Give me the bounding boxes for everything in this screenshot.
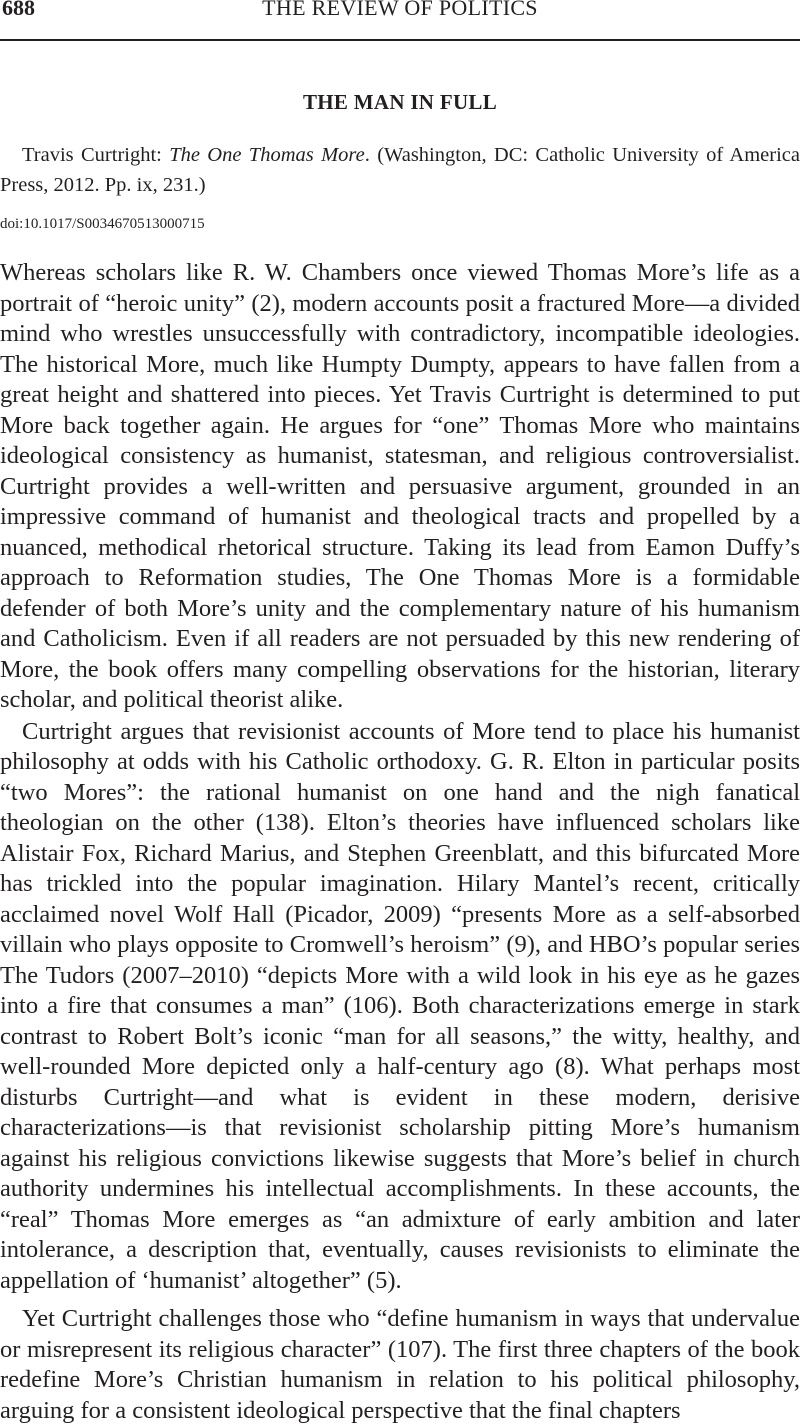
citation-book-title: The One Thomas More xyxy=(169,144,365,166)
paragraph-2 xyxy=(0,717,800,1297)
running-header xyxy=(0,0,800,22)
paragraph-2-novel-title: Wolf Hall xyxy=(173,900,275,928)
doi: doi:10.1017/S0034670513000715 xyxy=(0,216,205,232)
article-title: THE MAN IN FULL xyxy=(302,90,498,114)
header-rule xyxy=(0,39,800,41)
paragraph-3-text: Yet Curtright challenges those who “define humanism in ways that undervalue or misrepresent its religious character” (107). The first three chapters of the book redefine More’s Christian humanism in relation to his political philosophy, arguing for a consistent ideological perspective that the final chapters xyxy=(0,1305,800,1424)
paragraph-2-text-c: (2007–2010) “depicts More with a wild look in his eye as he gazes into a fire that consumes a man” (106). Both characterizations emerge in stark contrast to Robert Bolt’s iconic “man for all seasons,” the witty, healthy, and well-rounded More depicted only a half-century ago (8). What perhaps most disturbs Curtright—and what is evident in these modern, derisive characterizations—is that revisionist scholarship pitting More’s humanism against his religious convictions likewise suggests that More’s belief in church authority undermines his intellectual accomplishments. In these accounts, the “real” Thomas More emerges as “an admixture of early ambition and later intolerance, a description that, eventually, causes revisionists to eliminate the appellation of ‘humanist’ altogether” (5). xyxy=(0,961,800,1294)
paragraph-1 xyxy=(0,258,800,716)
paragraph-2-text-a: Curtright argues that revisionist accounts of More tend to place his humanist philosophy at odds with his Catholic orthodoxy. G. R. Elton in particular posits “two Mores”: the rational humanist on one hand and the nigh fanatical theologian on the other (138). Elton’s theories have influenced scholars like Alistair Fox, Richard Marius, and Stephen Greenblatt, and this bifurcated More has trickled into the popular imagination. Hilary Mantel’s recent, critically acclaimed novel xyxy=(0,717,800,928)
book-citation xyxy=(0,140,800,200)
paragraph-1-text: Whereas scholars like R. W. Chambers once viewed Thomas More’s life as a portrait of “heroic unity” (2), modern accounts posit a fractured More—a divided mind who wrestles unsuccessfully with contradictory, incompatible ideologies. The historical More, much like Humpty Dumpty, appears to have fallen from a great height and shattered into pieces. Yet Travis Curtright is determined to put More back together again. He argues for “one” Thomas More who maintains ideological consistency as humanist, statesman, and religious controversialist. Curtright provides a well-written and persuasive argument, grounded in an impressive command of humanist and theological tracts and propelled by a nuanced, methodical rhetorical structure. Taking its lead from Eamon Duffy’s approach to Reformation studies, xyxy=(0,259,800,591)
review-body xyxy=(0,258,800,1426)
paragraph-2-text-b: (Picador, 2009) “presents More as a self-absorbed villain who plays opposite to Cromwell’s heroism” (9), and HBO’s popular series xyxy=(0,900,800,958)
citation-author: Travis Curtright: xyxy=(22,144,170,166)
page-number: 688 xyxy=(2,0,35,20)
paragraph-3 xyxy=(0,1304,800,1426)
citation-details: . (Washington, DC: Catholic University of America Press, 2012. Pp. ix, 231.) xyxy=(0,144,800,196)
paragraph-1-book-title: The One Thomas More xyxy=(365,564,621,591)
paragraph-2-series-title: The Tudors xyxy=(0,961,115,989)
journal-title: THE REVIEW OF POLITICS xyxy=(262,0,538,20)
paragraph-1-end: is a formidable defender of both More’s unity and the complementary nature of his humanism and Catholicism. Even if all readers are not persuaded by this new rendering of More, the book offers many compelling observations for the historian, literary scholar, and political theorist alike. xyxy=(0,564,800,713)
